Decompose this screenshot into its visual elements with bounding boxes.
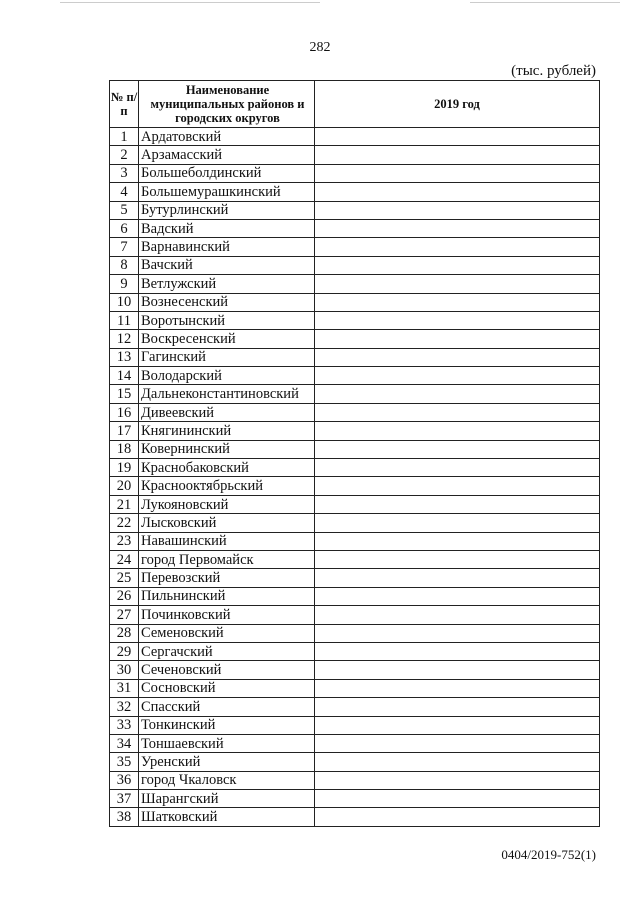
units-label: (тыс. рублей) xyxy=(511,63,596,79)
row-number: 35 xyxy=(110,753,139,771)
municipality-name: Лысковский xyxy=(139,514,315,532)
row-number: 12 xyxy=(110,330,139,348)
municipality-name: Пильнинский xyxy=(139,587,315,605)
row-number: 17 xyxy=(110,422,139,440)
year-value-cell xyxy=(315,238,600,256)
row-number: 15 xyxy=(110,385,139,403)
municipality-name: Тоншаевский xyxy=(139,734,315,752)
table-row xyxy=(110,624,600,642)
municipality-name: Гагинский xyxy=(139,348,315,366)
table-row xyxy=(110,606,600,624)
municipality-name: Вадский xyxy=(139,219,315,237)
row-number: 32 xyxy=(110,698,139,716)
row-number: 1 xyxy=(110,128,139,146)
table-row xyxy=(110,201,600,219)
year-value-cell xyxy=(315,790,600,808)
row-number: 4 xyxy=(110,183,139,201)
row-number: 29 xyxy=(110,642,139,660)
scan-artifact-line xyxy=(470,2,620,3)
table-row xyxy=(110,587,600,605)
municipality-name: Вачский xyxy=(139,256,315,274)
municipality-name: Семеновский xyxy=(139,624,315,642)
row-number: 24 xyxy=(110,550,139,568)
row-number: 37 xyxy=(110,790,139,808)
table-row xyxy=(110,514,600,532)
table-row xyxy=(110,569,600,587)
table-row xyxy=(110,385,600,403)
municipality-name: Перевозский xyxy=(139,569,315,587)
table-row xyxy=(110,219,600,237)
municipality-name: Краснобаковский xyxy=(139,459,315,477)
municipality-name: Воскресенский xyxy=(139,330,315,348)
table-row xyxy=(110,679,600,697)
year-value-cell xyxy=(315,403,600,421)
table-row xyxy=(110,808,600,826)
year-value-cell xyxy=(315,367,600,385)
year-value-cell xyxy=(315,219,600,237)
row-number: 20 xyxy=(110,477,139,495)
year-value-cell xyxy=(315,606,600,624)
year-value-cell xyxy=(315,128,600,146)
municipality-name: Дивеевский xyxy=(139,403,315,421)
row-number: 27 xyxy=(110,606,139,624)
row-number: 5 xyxy=(110,201,139,219)
municipality-name: Тонкинский xyxy=(139,716,315,734)
year-value-cell xyxy=(315,293,600,311)
municipality-name: Уренский xyxy=(139,753,315,771)
scan-artifact-line xyxy=(60,2,320,3)
year-value-cell xyxy=(315,275,600,293)
header-name: Наименование муниципальных районов и городских округов xyxy=(139,81,315,128)
municipality-name: Володарский xyxy=(139,367,315,385)
row-number: 14 xyxy=(110,367,139,385)
table-row xyxy=(110,459,600,477)
row-number: 25 xyxy=(110,569,139,587)
table-row xyxy=(110,642,600,660)
year-value-cell xyxy=(315,311,600,329)
table-row xyxy=(110,293,600,311)
municipality-name: Ардатовский xyxy=(139,128,315,146)
table-row xyxy=(110,422,600,440)
table-row xyxy=(110,440,600,458)
table-row xyxy=(110,698,600,716)
row-number: 18 xyxy=(110,440,139,458)
municipality-name: Сосновский xyxy=(139,679,315,697)
header-year: 2019 год xyxy=(315,81,600,128)
table-row xyxy=(110,734,600,752)
row-number: 11 xyxy=(110,311,139,329)
table-row xyxy=(110,771,600,789)
year-value-cell xyxy=(315,440,600,458)
year-value-cell xyxy=(315,201,600,219)
year-value-cell xyxy=(315,808,600,826)
municipality-name: Сергачский xyxy=(139,642,315,660)
row-number: 31 xyxy=(110,679,139,697)
row-number: 34 xyxy=(110,734,139,752)
year-value-cell xyxy=(315,146,600,164)
table-row xyxy=(110,330,600,348)
year-value-cell xyxy=(315,164,600,182)
row-number: 6 xyxy=(110,219,139,237)
municipality-name: город Первомайск xyxy=(139,550,315,568)
year-value-cell xyxy=(315,734,600,752)
table-row xyxy=(110,348,600,366)
row-number: 16 xyxy=(110,403,139,421)
row-number: 28 xyxy=(110,624,139,642)
year-value-cell xyxy=(315,661,600,679)
table-row xyxy=(110,164,600,182)
municipality-name: Большемурашкинский xyxy=(139,183,315,201)
table-row xyxy=(110,532,600,550)
year-value-cell xyxy=(315,624,600,642)
year-value-cell xyxy=(315,330,600,348)
table-row xyxy=(110,256,600,274)
row-number: 23 xyxy=(110,532,139,550)
year-value-cell xyxy=(315,532,600,550)
table-row xyxy=(110,238,600,256)
document-code: 0404/2019-752(1) xyxy=(501,847,596,862)
table-row xyxy=(110,183,600,201)
row-number: 19 xyxy=(110,459,139,477)
municipality-name: Ветлужский xyxy=(139,275,315,293)
year-value-cell xyxy=(315,771,600,789)
municipality-name: Шатковский xyxy=(139,808,315,826)
row-number: 36 xyxy=(110,771,139,789)
year-value-cell xyxy=(315,753,600,771)
year-value-cell xyxy=(315,514,600,532)
row-number: 38 xyxy=(110,808,139,826)
municipality-name: город Чкаловск xyxy=(139,771,315,789)
year-value-cell xyxy=(315,183,600,201)
municipalities-table xyxy=(109,80,600,827)
row-number: 3 xyxy=(110,164,139,182)
year-value-cell xyxy=(315,459,600,477)
municipality-name: Дальнеконстантиновский xyxy=(139,385,315,403)
table-row xyxy=(110,311,600,329)
page-number: 282 xyxy=(309,40,331,55)
municipality-name: Воротынский xyxy=(139,311,315,329)
table-row xyxy=(110,550,600,568)
year-value-cell xyxy=(315,385,600,403)
municipality-name: Арзамасский xyxy=(139,146,315,164)
table-row xyxy=(110,495,600,513)
year-value-cell xyxy=(315,679,600,697)
year-value-cell xyxy=(315,256,600,274)
municipality-name: Навашинский xyxy=(139,532,315,550)
year-value-cell xyxy=(315,698,600,716)
row-number: 10 xyxy=(110,293,139,311)
table-row xyxy=(110,790,600,808)
municipality-name: Бутурлинский xyxy=(139,201,315,219)
table-row xyxy=(110,367,600,385)
row-number: 7 xyxy=(110,238,139,256)
row-number: 26 xyxy=(110,587,139,605)
year-value-cell xyxy=(315,422,600,440)
year-value-cell xyxy=(315,569,600,587)
row-number: 9 xyxy=(110,275,139,293)
row-number: 2 xyxy=(110,146,139,164)
year-value-cell xyxy=(315,348,600,366)
year-value-cell xyxy=(315,550,600,568)
municipality-name: Варнавинский xyxy=(139,238,315,256)
municipality-name: Спасский xyxy=(139,698,315,716)
municipality-name: Княгининский xyxy=(139,422,315,440)
year-value-cell xyxy=(315,642,600,660)
table-row xyxy=(110,275,600,293)
table-row xyxy=(110,716,600,734)
table-row xyxy=(110,403,600,421)
table-row xyxy=(110,477,600,495)
row-number: 22 xyxy=(110,514,139,532)
table-row xyxy=(110,128,600,146)
table-header-row xyxy=(110,81,600,128)
municipality-name: Большеболдинский xyxy=(139,164,315,182)
table-body xyxy=(110,128,600,827)
row-number: 8 xyxy=(110,256,139,274)
year-value-cell xyxy=(315,495,600,513)
table-row xyxy=(110,146,600,164)
municipality-name: Сеченовский xyxy=(139,661,315,679)
row-number: 33 xyxy=(110,716,139,734)
table-row xyxy=(110,753,600,771)
municipality-name: Краснооктябрьский xyxy=(139,477,315,495)
year-value-cell xyxy=(315,587,600,605)
municipality-name: Лукояновский xyxy=(139,495,315,513)
year-value-cell xyxy=(315,716,600,734)
year-value-cell xyxy=(315,477,600,495)
municipality-name: Ковернинский xyxy=(139,440,315,458)
row-number: 13 xyxy=(110,348,139,366)
municipality-name: Вознесенский xyxy=(139,293,315,311)
table-row xyxy=(110,661,600,679)
row-number: 21 xyxy=(110,495,139,513)
municipality-name: Починковский xyxy=(139,606,315,624)
row-number: 30 xyxy=(110,661,139,679)
header-number: № п/п xyxy=(110,81,139,128)
municipality-name: Шарангский xyxy=(139,790,315,808)
